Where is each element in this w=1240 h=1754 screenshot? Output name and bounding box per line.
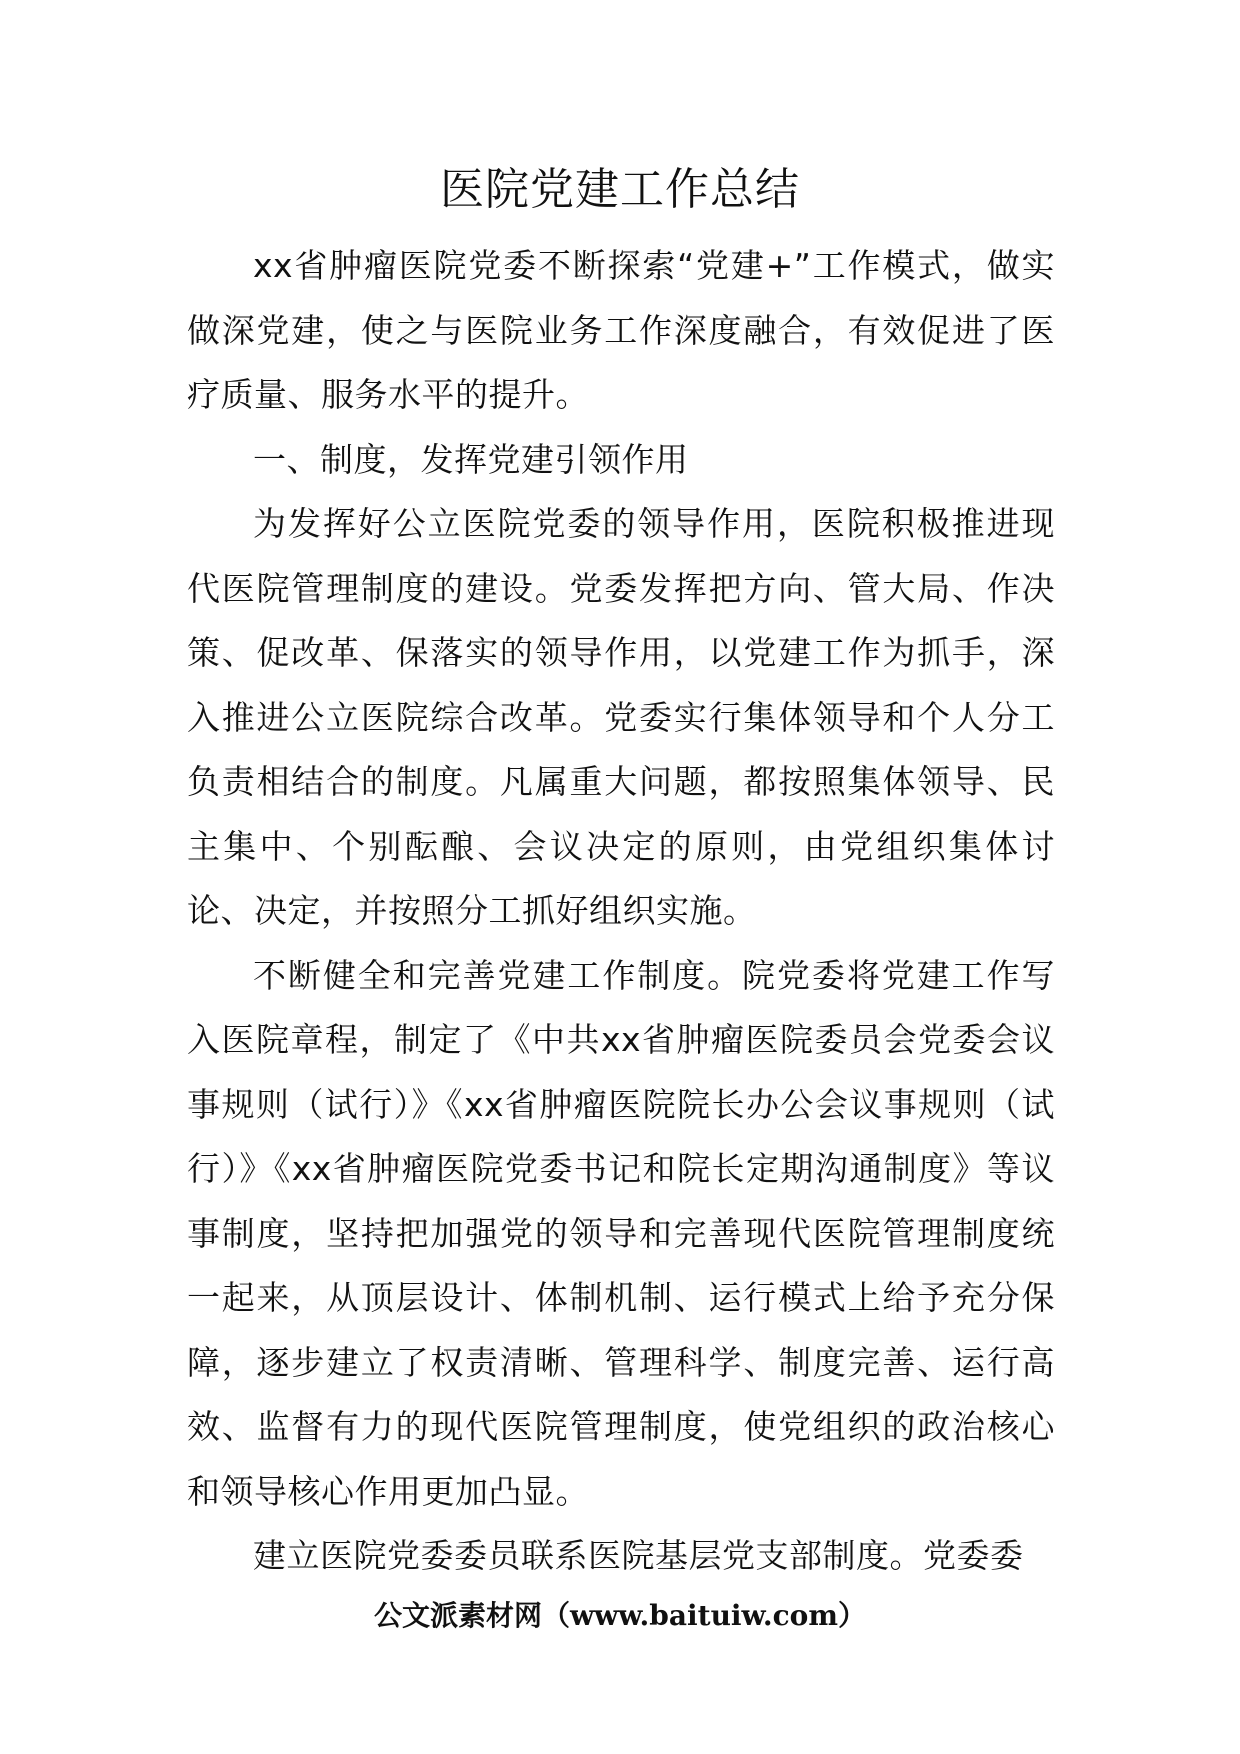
document-body	[187, 234, 1055, 1589]
footer-watermark: 公文派素材网（www.baituiw.com）	[374, 1599, 866, 1632]
document-title: 医院党建工作总结	[440, 164, 800, 215]
body-paragraph: 建立医院党委委员联系医院基层党支部制度。党委委	[253, 1536, 1024, 1575]
section-heading: 一、制度，发挥党建引领作用	[253, 439, 689, 479]
body-paragraph: 为发挥好公立医院党委的领导作用，医院积极推进现代医院管理制度的建设。党委发挥把方向、管大局、作决策、促改革、保落实的领导作用，以党建工作为抓手，深入推进公立医院综合改革。党委实行集体领导和个人分工负责相结合的制度。凡属重大问题，都按照集体领导、民主集中、个别酝酿、会议决定的原则，由党组织集体讨论、决定，并按照分工抓好组织实施。	[187, 504, 1055, 930]
body-paragraph: 不断健全和完善党建工作制度。院党委将党建工作写入医院章程，制定了《中共xx省肿瘤医院委员会党委会议事规则（试行）》《xx省肿瘤医院院长办公会议事规则（试行）》《xx省肿瘤医院党委书记和院长定期沟通制度》等议事制度，坚持把加强党的领导和完善现代医院管理制度统一起来，从顶层设计、体制机制、运行模式上给予充分保障，逐步建立了权责清晰、管理科学、制度完善、运行高效、监督有力的现代医院管理制度，使党组织的政治核心和领导核心作用更加凸显。	[187, 955, 1055, 1511]
intro-paragraph: xx省肿瘤医院党委不断探索“党建+”工作模式，做实做深党建，使之与医院业务工作深度融合，有效促进了医疗质量、服务水平的提升。	[187, 246, 1055, 414]
